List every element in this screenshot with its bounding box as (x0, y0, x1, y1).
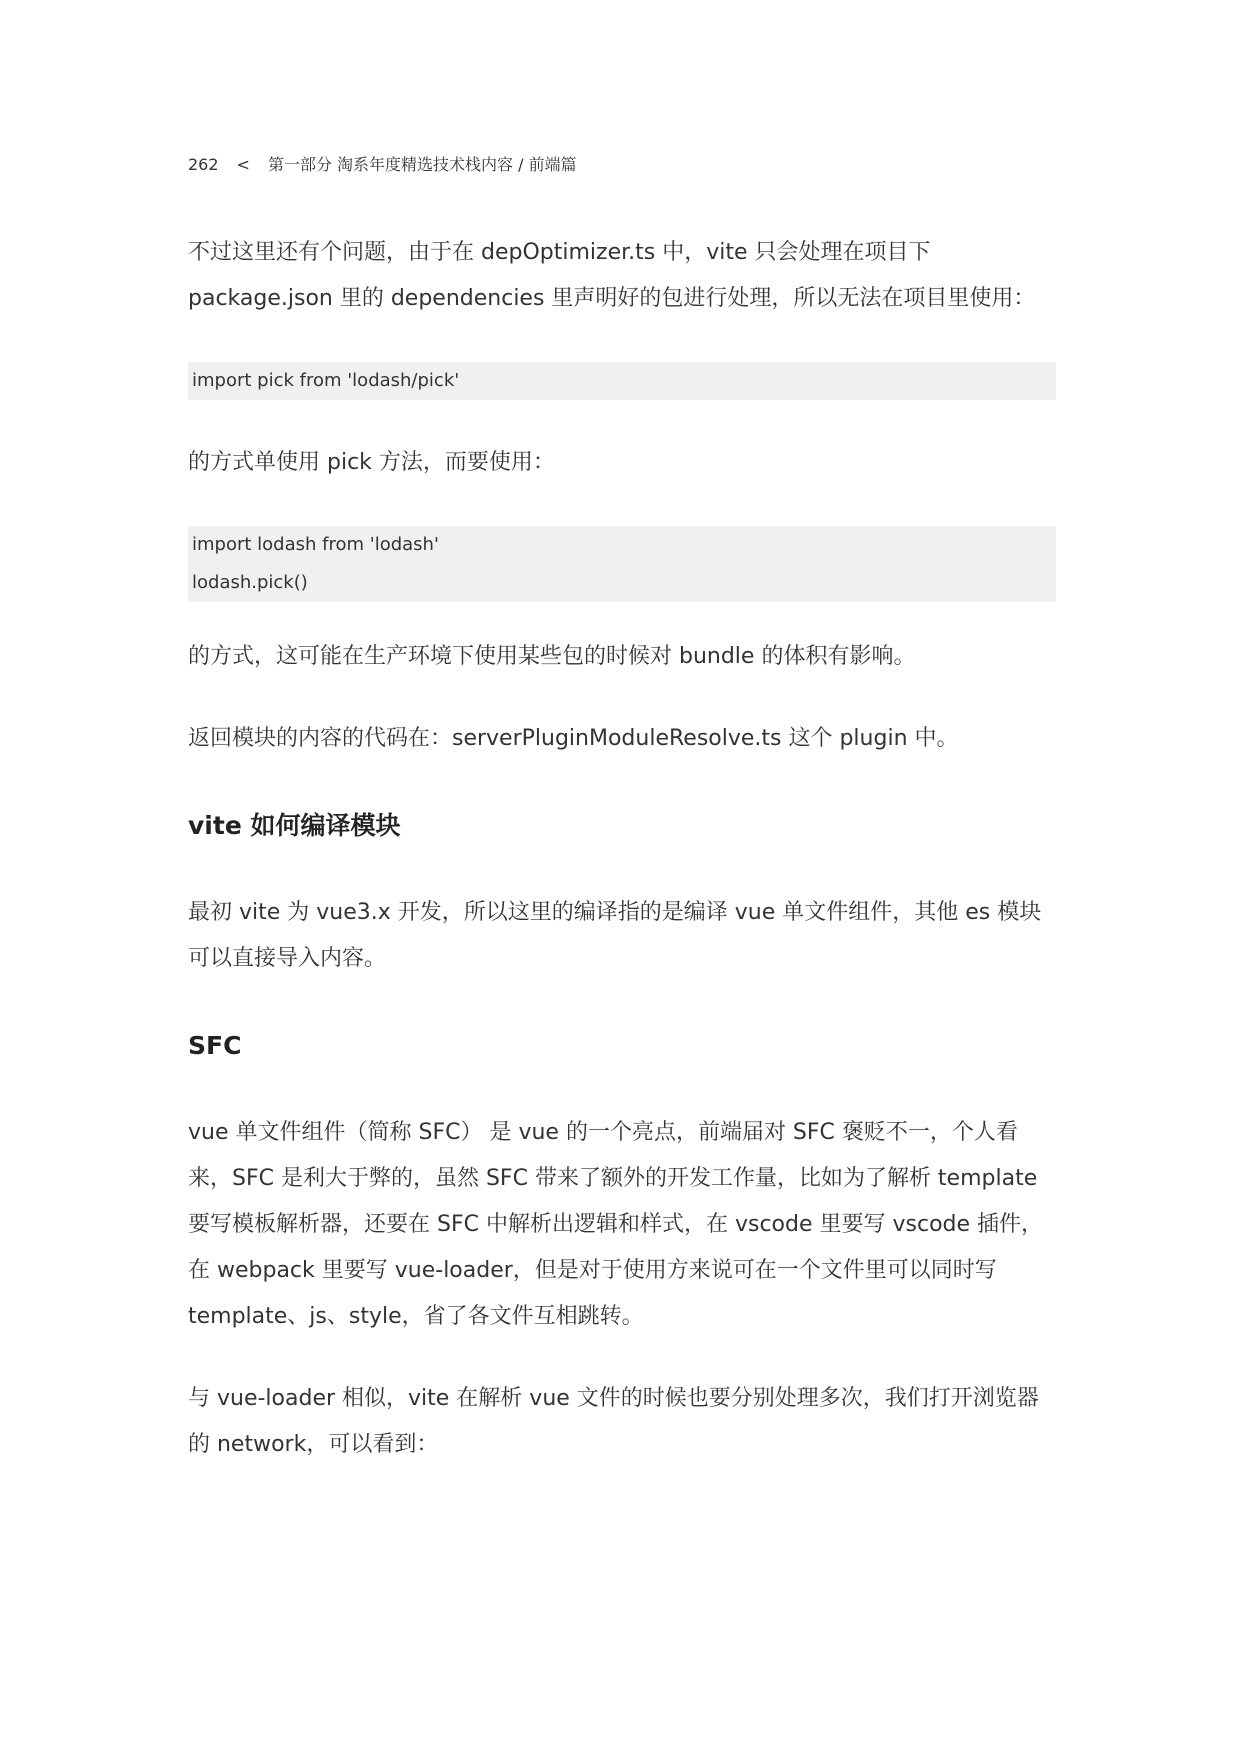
header-separator: < (236, 155, 250, 174)
paragraph-vue-loader: 与 vue-loader 相似，vite 在解析 vue 文件的时候也要分别处理多次，我们打开浏览器的 network，可以看到： (188, 1386, 1039, 1457)
code-block-pick-import (188, 362, 1056, 400)
paragraph-pick-usage: 的方式单使用 pick 方法，而要使用： (188, 450, 555, 475)
code-block-lodash-import (188, 526, 1056, 602)
paragraph-dep-optimizer: 不过这里还有个问题，由于在 depOptimizer.ts 中，vite 只会处理在项目下 package.json 里的 dependencies 里声明好的包进行处理，所以无法在项目里使用： (188, 240, 1036, 311)
paragraph-sfc-intro: vue 单文件组件（简称 SFC） 是 vue 的一个亮点，前端届对 SFC 褒贬不一，个人看来，SFC 是利大于弊的，虽然 SFC 带来了额外的开发工作量，比如为了解析 template 要写模板解析器，还要在 SFC 中解析出逻辑和样式，在 vscode 里要写 vscode 插件，在 webpack 里要写 vue-loader，但是对于使用方来说可在一个文件里可以同时写 template、js、style，省了各文件互相跳转。 (188, 1120, 1044, 1329)
main-content (188, 230, 1056, 1468)
page-number: 262 (188, 155, 219, 174)
code-line: lodash.pick() (192, 572, 308, 593)
paragraph-bundle-impact: 的方式，这可能在生产环境下使用某些包的时候对 bundle 的体积有影响。 (188, 644, 916, 669)
heading-sfc: SFC (188, 1031, 242, 1060)
code-line: import pick from 'lodash/pick' (192, 370, 460, 391)
heading-vite-compile: vite 如何编译模块 (188, 811, 401, 840)
paragraph-vite-origin: 最初 vite 为 vue3.x 开发，所以这里的编译指的是编译 vue 单文件组件，其他 es 模块可以直接导入内容。 (188, 900, 1042, 971)
section-title: 第一部分 淘系年度精选技术栈内容 / 前端篇 (267, 155, 577, 174)
running-header (188, 152, 577, 175)
code-line: import lodash from 'lodash' (192, 534, 439, 555)
paragraph-module-resolve: 返回模块的内容的代码在：serverPluginModuleResolve.ts 这个 plugin 中。 (188, 726, 959, 751)
